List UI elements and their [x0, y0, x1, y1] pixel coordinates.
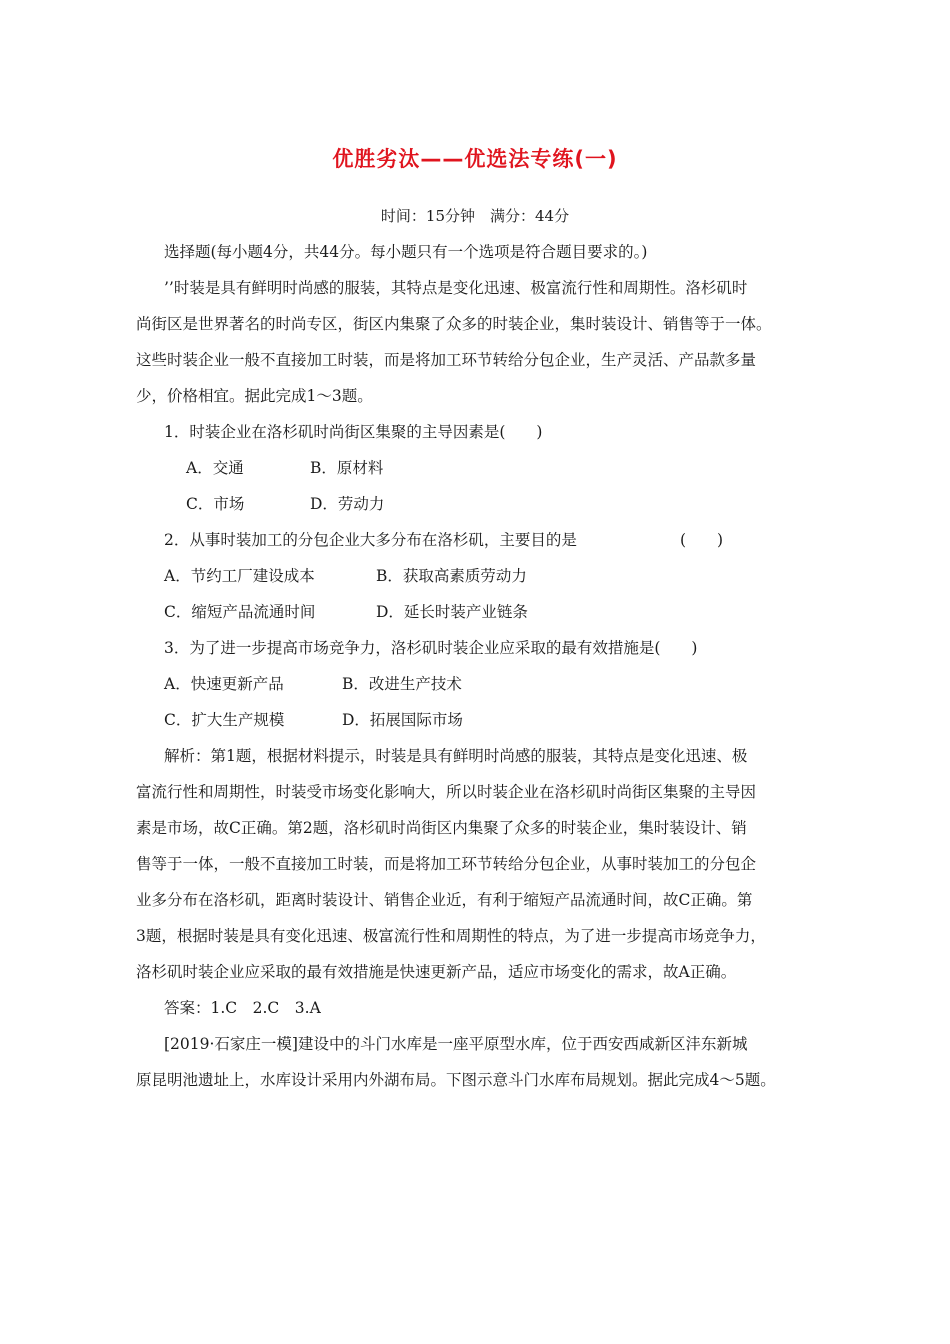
- question-3-stem: 3．为了进一步提高市场竞争力，洛杉矶时装企业应采取的最有效措施是( ): [164, 639, 698, 657]
- passage2-line-1: [2019·石家庄一模]建设中的斗门水库是一座平原型水库，位于西安西咸新区沣东新城: [164, 1035, 748, 1053]
- passage2-line-2: 原昆明池遗址上，水库设计采用内外湖布局。下图示意斗门水库布局规划。据此完成4～5题。: [136, 1071, 776, 1089]
- q3-option-c: C．扩大生产规模: [164, 711, 285, 729]
- question-1-stem: 1．时装企业在洛杉矶时尚街区集聚的主导因素是( ): [164, 423, 543, 441]
- q2-option-d: D．延长时装产业链条: [376, 603, 528, 621]
- q1-option-c: C．市场: [186, 495, 245, 513]
- question-2-stem: 2．从事时装加工的分包企业大多分布在洛杉矶，主要目的是: [164, 531, 577, 549]
- answer-key: 答案：1.C 2.C 3.A: [164, 999, 321, 1017]
- passage1-line-2: 尚街区是世界著名的时尚专区，街区内集聚了众多的时装企业，集时装设计、销售等于一体。: [136, 315, 772, 333]
- analysis-line-7: 洛杉矶时装企业应采取的最有效措施是快速更新产品，适应市场变化的需求，故A正确。: [136, 963, 737, 981]
- question-2-blank: ( ): [680, 531, 724, 549]
- q3-option-d: D．拓展国际市场: [342, 711, 463, 729]
- passage1-line-1: ’’时装是具有鲜明时尚感的服装，其特点是变化迅速、极富流行性和周期性。洛杉矶时: [164, 279, 748, 297]
- q3-option-a: A．快速更新产品: [164, 675, 284, 693]
- document-title: 优胜劣汰——优选法专练(一): [332, 147, 618, 171]
- q2-option-c: C．缩短产品流通时间: [164, 603, 316, 621]
- q3-option-b: B．改进生产技术: [342, 675, 462, 693]
- time-score-info: 时间：15分钟 满分：44分: [380, 207, 570, 225]
- analysis-line-1: 解析：第1题，根据材料提示，时装是具有鲜明时尚感的服装，其特点是变化迅速、极: [164, 747, 748, 765]
- passage1-line-3: 这些时装企业一般不直接加工时装，而是将加工环节转给分包企业，生产灵活、产品款多量: [136, 351, 757, 369]
- instructions: 选择题(每小题4分，共44分。每小题只有一个选项是符合题目要求的。): [164, 243, 648, 261]
- passage1-line-4: 少，价格相宜。据此完成1～3题。: [136, 387, 373, 405]
- analysis-line-5: 业多分布在洛杉矶，距离时装设计、销售企业近，有利于缩短产品流通时间，故C正确。第: [136, 891, 753, 909]
- q2-option-b: B．获取高素质劳动力: [376, 567, 527, 585]
- q2-option-a: A．节约工厂建设成本: [164, 567, 315, 585]
- analysis-line-4: 售等于一体，一般不直接加工时装，而是将加工环节转给分包企业，从事时装加工的分包企: [136, 855, 757, 873]
- analysis-line-3: 素是市场，故C正确。第2题，洛杉矶时尚街区内集聚了众多的时装企业，集时装设计、销: [136, 819, 747, 837]
- q1-option-b: B．原材料: [310, 459, 384, 477]
- analysis-line-6: 3题，根据时装是具有变化迅速、极富流行性和周期性的特点，为了进一步提高市场竞争力，: [136, 927, 766, 945]
- analysis-line-2: 富流行性和周期性，时装受市场变化影响大，所以时装企业在洛杉矶时尚街区集聚的主导因: [136, 783, 757, 801]
- q1-option-a: A．交通: [186, 459, 244, 477]
- q1-option-d: D．劳动力: [310, 495, 385, 513]
